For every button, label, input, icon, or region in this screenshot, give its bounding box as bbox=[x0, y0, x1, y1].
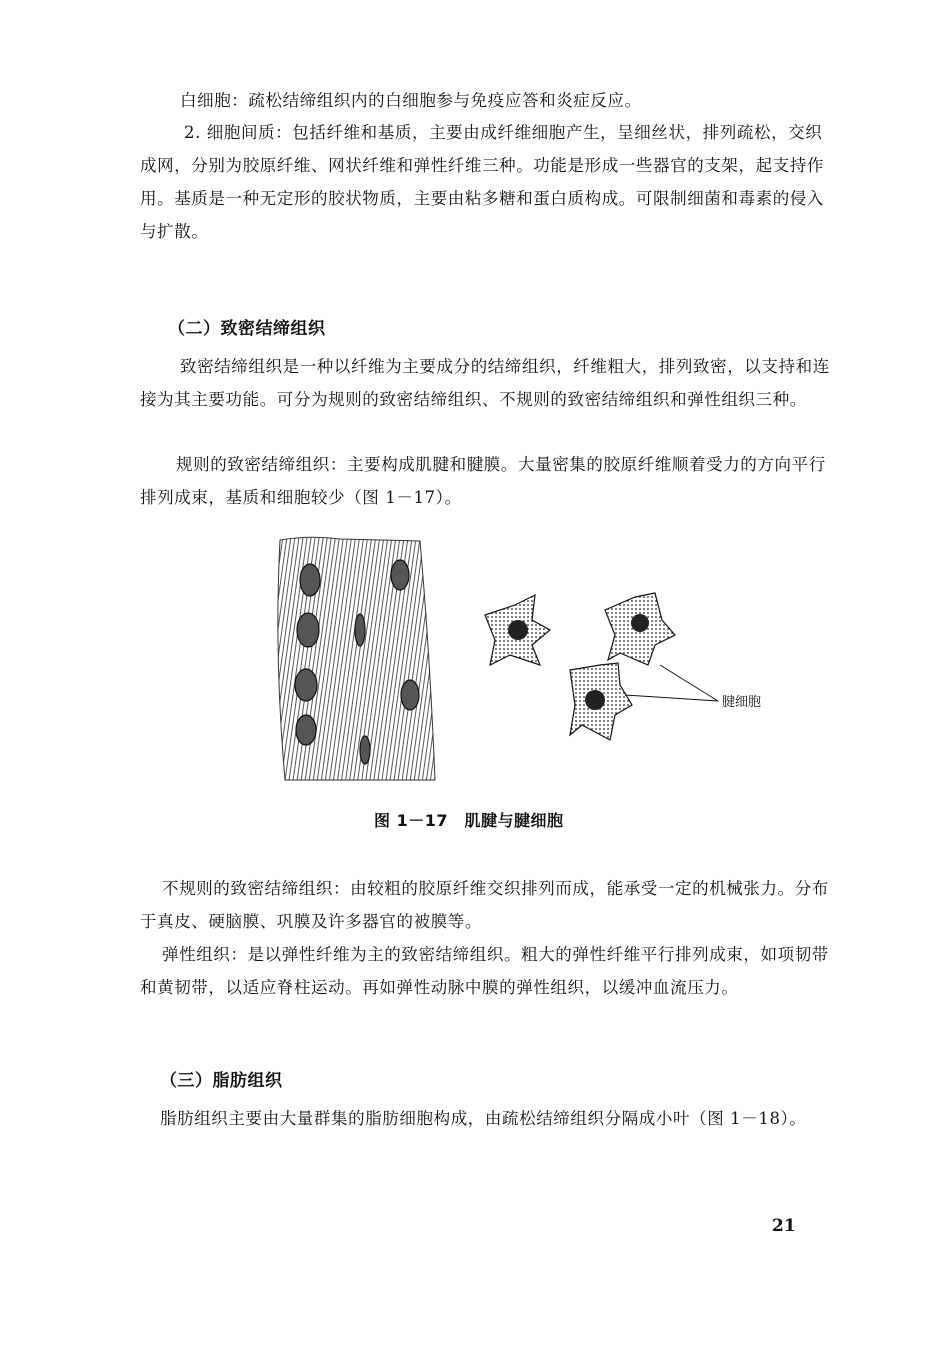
paragraph-dense-connective-tissue: 致密结缔组织是一种以纤维为主要成分的结缔组织，纤维粗大，排列致密，以支持和连接为其主要功能。可分为规则的致密结缔组织、不规则的致密结缔组织和弹性组织三种。 bbox=[140, 357, 830, 409]
heading-adipose-tissue: （三）脂肪组织 bbox=[160, 1071, 283, 1091]
paragraph-irregular-dense: 不规则的致密结缔组织：由较粗的胶原纤维交织排列而成，能承受一定的机械张力。分布于真皮、硬脑膜、巩膜及许多器官的被膜等。 bbox=[140, 879, 829, 931]
paragraph-white-blood-cells: 白细胞：疏松结缔组织内的白细胞参与免疫应答和炎症反应。 bbox=[180, 91, 642, 110]
paragraph-adipose-tissue: 脂肪组织主要由大量群集的脂肪细胞构成，由疏松结缔组织分隔成小叶（图 1－18）。 bbox=[160, 1109, 807, 1128]
figure-caption: 图 1－17 肌腱与腱细胞 bbox=[374, 811, 564, 830]
page-number: 21 bbox=[772, 1216, 796, 1236]
paragraph-intercellular-substance: 2. 细胞间质：包括纤维和基质，主要由成纤维细胞产生，呈细丝状，排列疏松，交织成网，分别为胶原纤维、网状纤维和弹性纤维三种。功能是形成一些器官的支架，起支持作用。基质是一种无定形的胶状物质，主要由粘多糖和蛋白质构成。可限制细菌和毒素的侵入与扩散。 bbox=[140, 123, 824, 241]
tendon-illustration bbox=[270, 535, 800, 785]
paragraph-elastic-tissue: 弹性组织：是以弹性纤维为主的致密结缔组织。粗大的弹性纤维平行排列成束，如项韧带和黄韧带，以适应脊柱运动。再如弹性动脉中膜的弹性组织，以缓冲血流压力。 bbox=[140, 945, 829, 997]
paragraph-regular-dense: 规则的致密结缔组织：主要构成肌腱和腱膜。大量密集的胶原纤维顺着受力的方向平行排列成束，基质和细胞较少（图 1－17）。 bbox=[140, 455, 826, 507]
heading-dense-connective-tissue: （二）致密结缔组织 bbox=[168, 319, 326, 339]
figure-tendon-cells bbox=[270, 535, 800, 785]
figure-label-tendon-cell: 腱细胞 bbox=[722, 695, 762, 710]
